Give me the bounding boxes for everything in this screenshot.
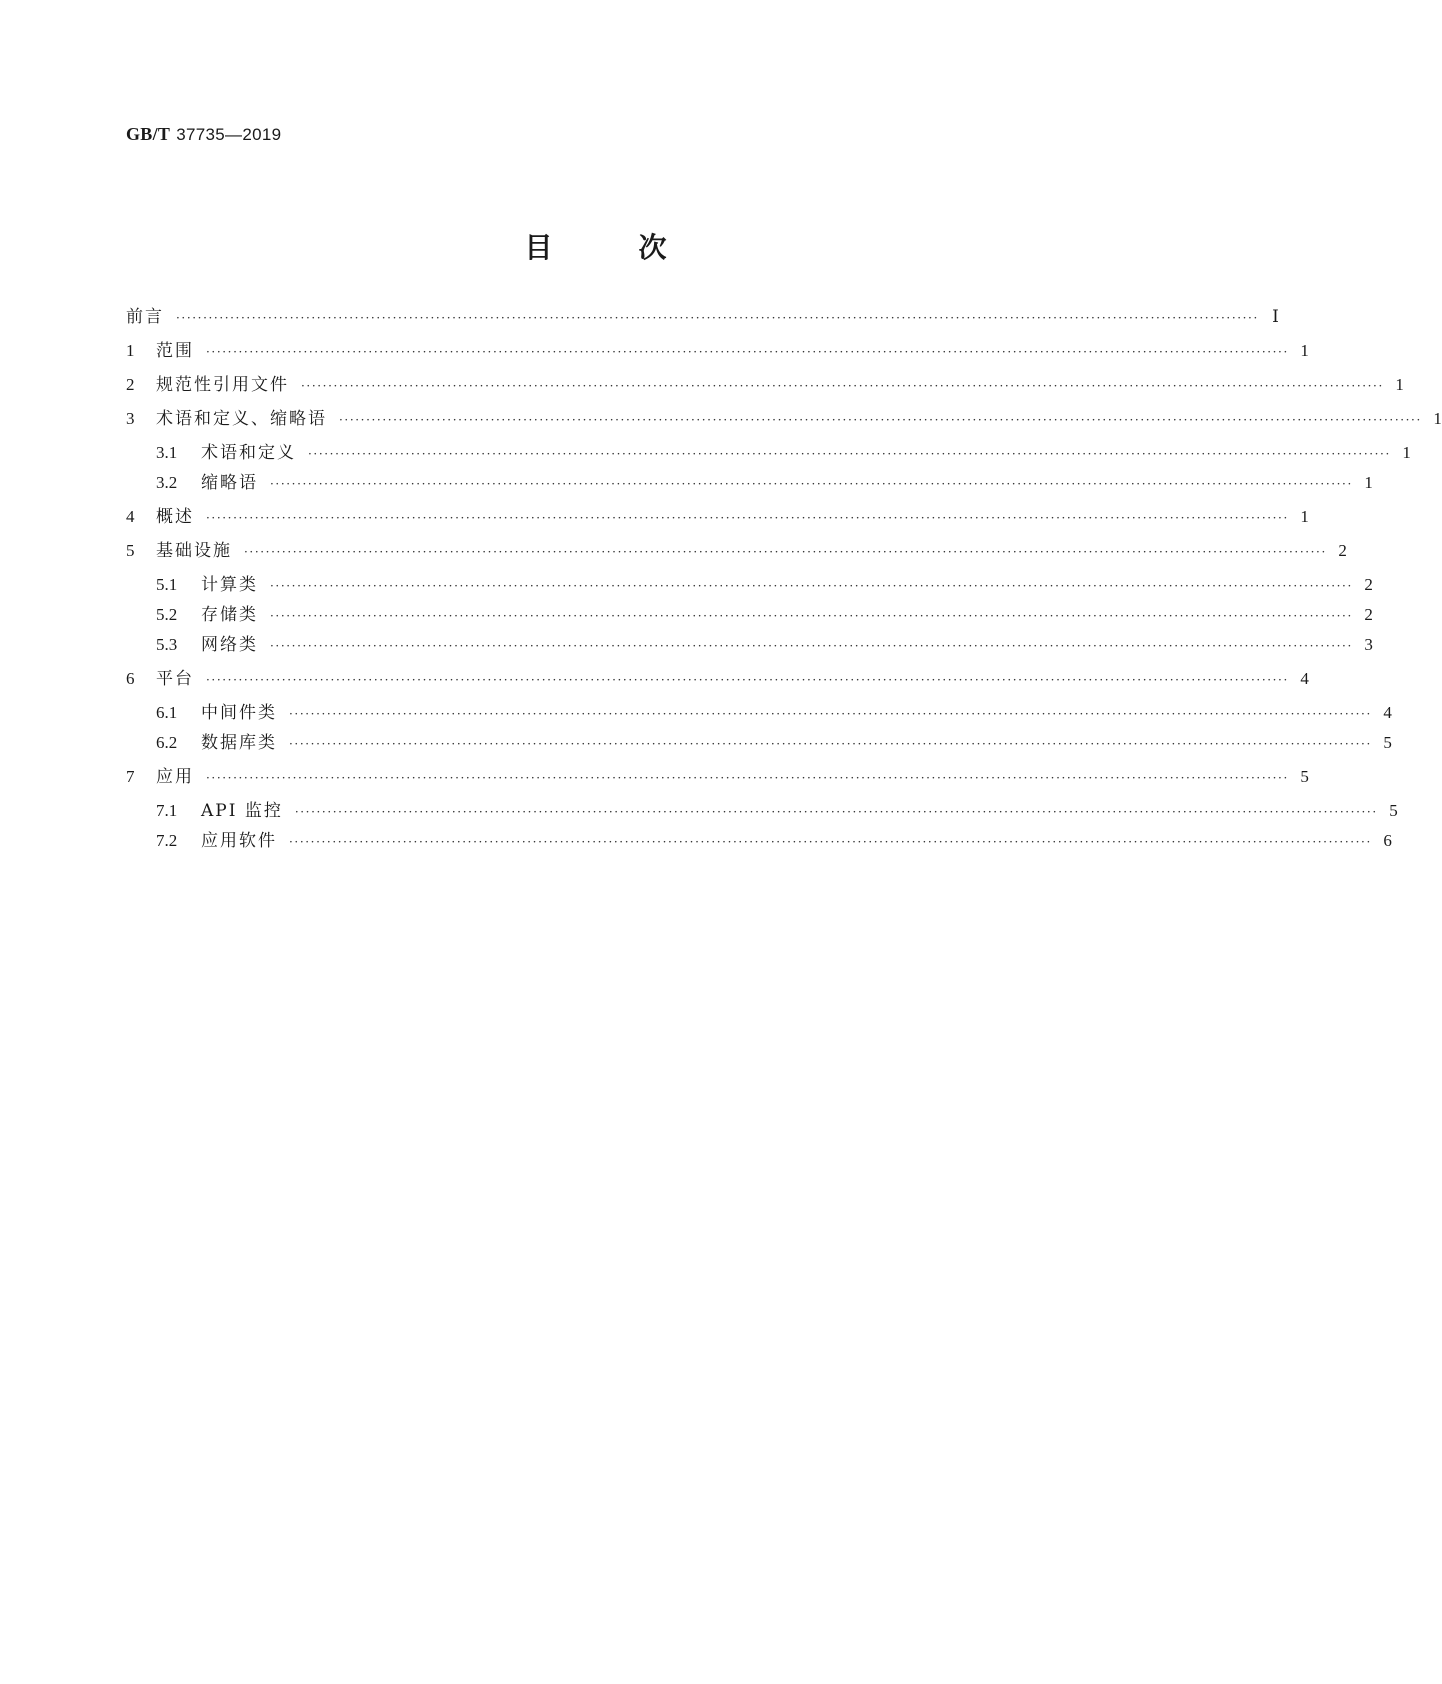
toc-title xyxy=(0,228,1191,268)
toc-entry-label: 应用软件 xyxy=(201,831,277,851)
toc-entry-6-1[interactable] xyxy=(156,700,1392,726)
toc-entry-number: 2 xyxy=(126,375,135,394)
toc-entry-number: 6.2 xyxy=(156,733,178,752)
toc-entry-label: 范围 xyxy=(156,341,194,361)
toc-entry-number: 7.1 xyxy=(156,801,178,820)
toc-entry-label: 概述 xyxy=(156,507,194,527)
standard-number: 37735—2019 xyxy=(176,125,282,144)
toc-page-number: Ⅰ xyxy=(1272,307,1279,326)
toc-entry-label: 术语和定义 xyxy=(201,443,296,463)
toc-entry-label: API 监控 xyxy=(201,801,283,821)
toc-entry-7-1[interactable] xyxy=(156,798,1398,824)
toc-page-number: 1 xyxy=(1402,443,1411,462)
toc-leader-dots: ········································································································································································································ xyxy=(289,737,1372,751)
toc-entry-number: 6.1 xyxy=(156,703,178,722)
toc-page-number: 3 xyxy=(1364,635,1373,654)
toc-page-number: 4 xyxy=(1300,669,1309,688)
toc-entry-number: 5.3 xyxy=(156,635,178,654)
toc-page-number: 1 xyxy=(1300,507,1309,526)
toc-entry-7[interactable] xyxy=(126,764,1309,790)
toc-leader-dots: ········································································································································································································ xyxy=(270,579,1353,593)
toc-leader-dots: ········································································································································································································ xyxy=(289,707,1372,721)
toc-leader-dots: ········································································································································································································ xyxy=(308,447,1391,461)
toc-leader-dots: ········································································································································································································ xyxy=(270,477,1353,491)
toc-page-number: 2 xyxy=(1364,605,1373,624)
toc-entry-1[interactable] xyxy=(126,338,1309,364)
toc-entry-6[interactable] xyxy=(126,666,1309,692)
toc-entry-5-1[interactable] xyxy=(156,572,1373,598)
toc-page-number: 5 xyxy=(1300,767,1309,786)
toc-entry-label: 规范性引用文件 xyxy=(156,375,289,395)
toc-entry-label: 计算类 xyxy=(201,575,258,595)
toc-page-number: 4 xyxy=(1383,703,1392,722)
toc-page-number: 1 xyxy=(1300,341,1309,360)
toc-entry-number: 3.2 xyxy=(156,473,178,492)
toc-title-char: 目 xyxy=(524,231,553,264)
toc-leader-dots: ········································································································································································································ xyxy=(206,345,1289,359)
toc-entry-number: 5 xyxy=(126,541,135,560)
toc-page-number: 6 xyxy=(1383,831,1392,850)
toc-entry-number: 7 xyxy=(126,767,135,786)
toc-entry-number: 3 xyxy=(126,409,135,428)
toc-leader-dots: ········································································································································································································ xyxy=(270,609,1353,623)
toc-entry-5[interactable] xyxy=(126,538,1347,564)
toc-page-number: 1 xyxy=(1433,409,1442,428)
toc-entry-5-3[interactable] xyxy=(156,632,1373,658)
toc-leader-dots: ········································································································································································································ xyxy=(206,511,1289,525)
toc-entry-number: 7.2 xyxy=(156,831,178,850)
toc-entry-label: 平台 xyxy=(156,669,194,689)
toc-entry-3[interactable] xyxy=(126,406,1442,432)
toc-page-number: 1 xyxy=(1364,473,1373,492)
toc-leader-dots: ········································································································································································································ xyxy=(270,639,1353,653)
toc-entry-number: 5.2 xyxy=(156,605,178,624)
toc-leader-dots: ········································································································································································································ xyxy=(289,835,1372,849)
toc-page-number: 1 xyxy=(1395,375,1404,394)
toc-page-number: 5 xyxy=(1383,733,1392,752)
toc-entry-3-2[interactable] xyxy=(156,470,1373,496)
toc-entry-number: 4 xyxy=(126,507,135,526)
toc-entry-4[interactable] xyxy=(126,504,1309,530)
toc-leader-dots: ········································································································································································································ xyxy=(339,413,1422,427)
toc-entry-6-2[interactable] xyxy=(156,730,1392,756)
toc-entry-label: 网络类 xyxy=(201,635,258,655)
toc-entry-2[interactable] xyxy=(126,372,1404,398)
toc-entry-number: 1 xyxy=(126,341,135,360)
toc-leader-dots: ········································································································································································································ xyxy=(244,545,1327,559)
toc-leader-dots: ········································································································································································································ xyxy=(301,379,1384,393)
toc-page-number: 2 xyxy=(1364,575,1373,594)
toc-entry-number: 6 xyxy=(126,669,135,688)
toc-entry-5-2[interactable] xyxy=(156,602,1373,628)
toc-entry-foreword[interactable] xyxy=(126,304,1279,330)
toc-title-char: 次 xyxy=(638,231,667,264)
toc-page-number: 5 xyxy=(1389,801,1398,820)
toc-entry-label: 缩略语 xyxy=(201,473,258,493)
toc-leader-dots: ········································································································································································································ xyxy=(176,311,1259,325)
toc-entry-7-2[interactable] xyxy=(156,828,1392,854)
toc-entry-label: 中间件类 xyxy=(201,703,277,723)
toc-leader-dots: ········································································································································································································ xyxy=(294,805,1378,819)
toc-entry-label: 前言 xyxy=(126,307,164,327)
toc-entry-number: 5.1 xyxy=(156,575,178,594)
toc-entry-label: 应用 xyxy=(156,767,194,787)
toc-entry-label: 术语和定义、缩略语 xyxy=(156,409,327,429)
toc-leader-dots: ········································································································································································································ xyxy=(206,673,1289,687)
toc-leader-dots: ········································································································································································································ xyxy=(206,771,1289,785)
toc-entry-3-1[interactable] xyxy=(156,440,1411,466)
toc-entry-label: 基础设施 xyxy=(156,541,232,561)
toc-page-number: 2 xyxy=(1338,541,1347,560)
document-header xyxy=(126,124,281,145)
toc-entry-label: 数据库类 xyxy=(201,733,277,753)
toc-entry-label: 存储类 xyxy=(201,605,258,625)
standard-prefix: GB/T xyxy=(126,124,171,144)
toc-entry-number: 3.1 xyxy=(156,443,178,462)
